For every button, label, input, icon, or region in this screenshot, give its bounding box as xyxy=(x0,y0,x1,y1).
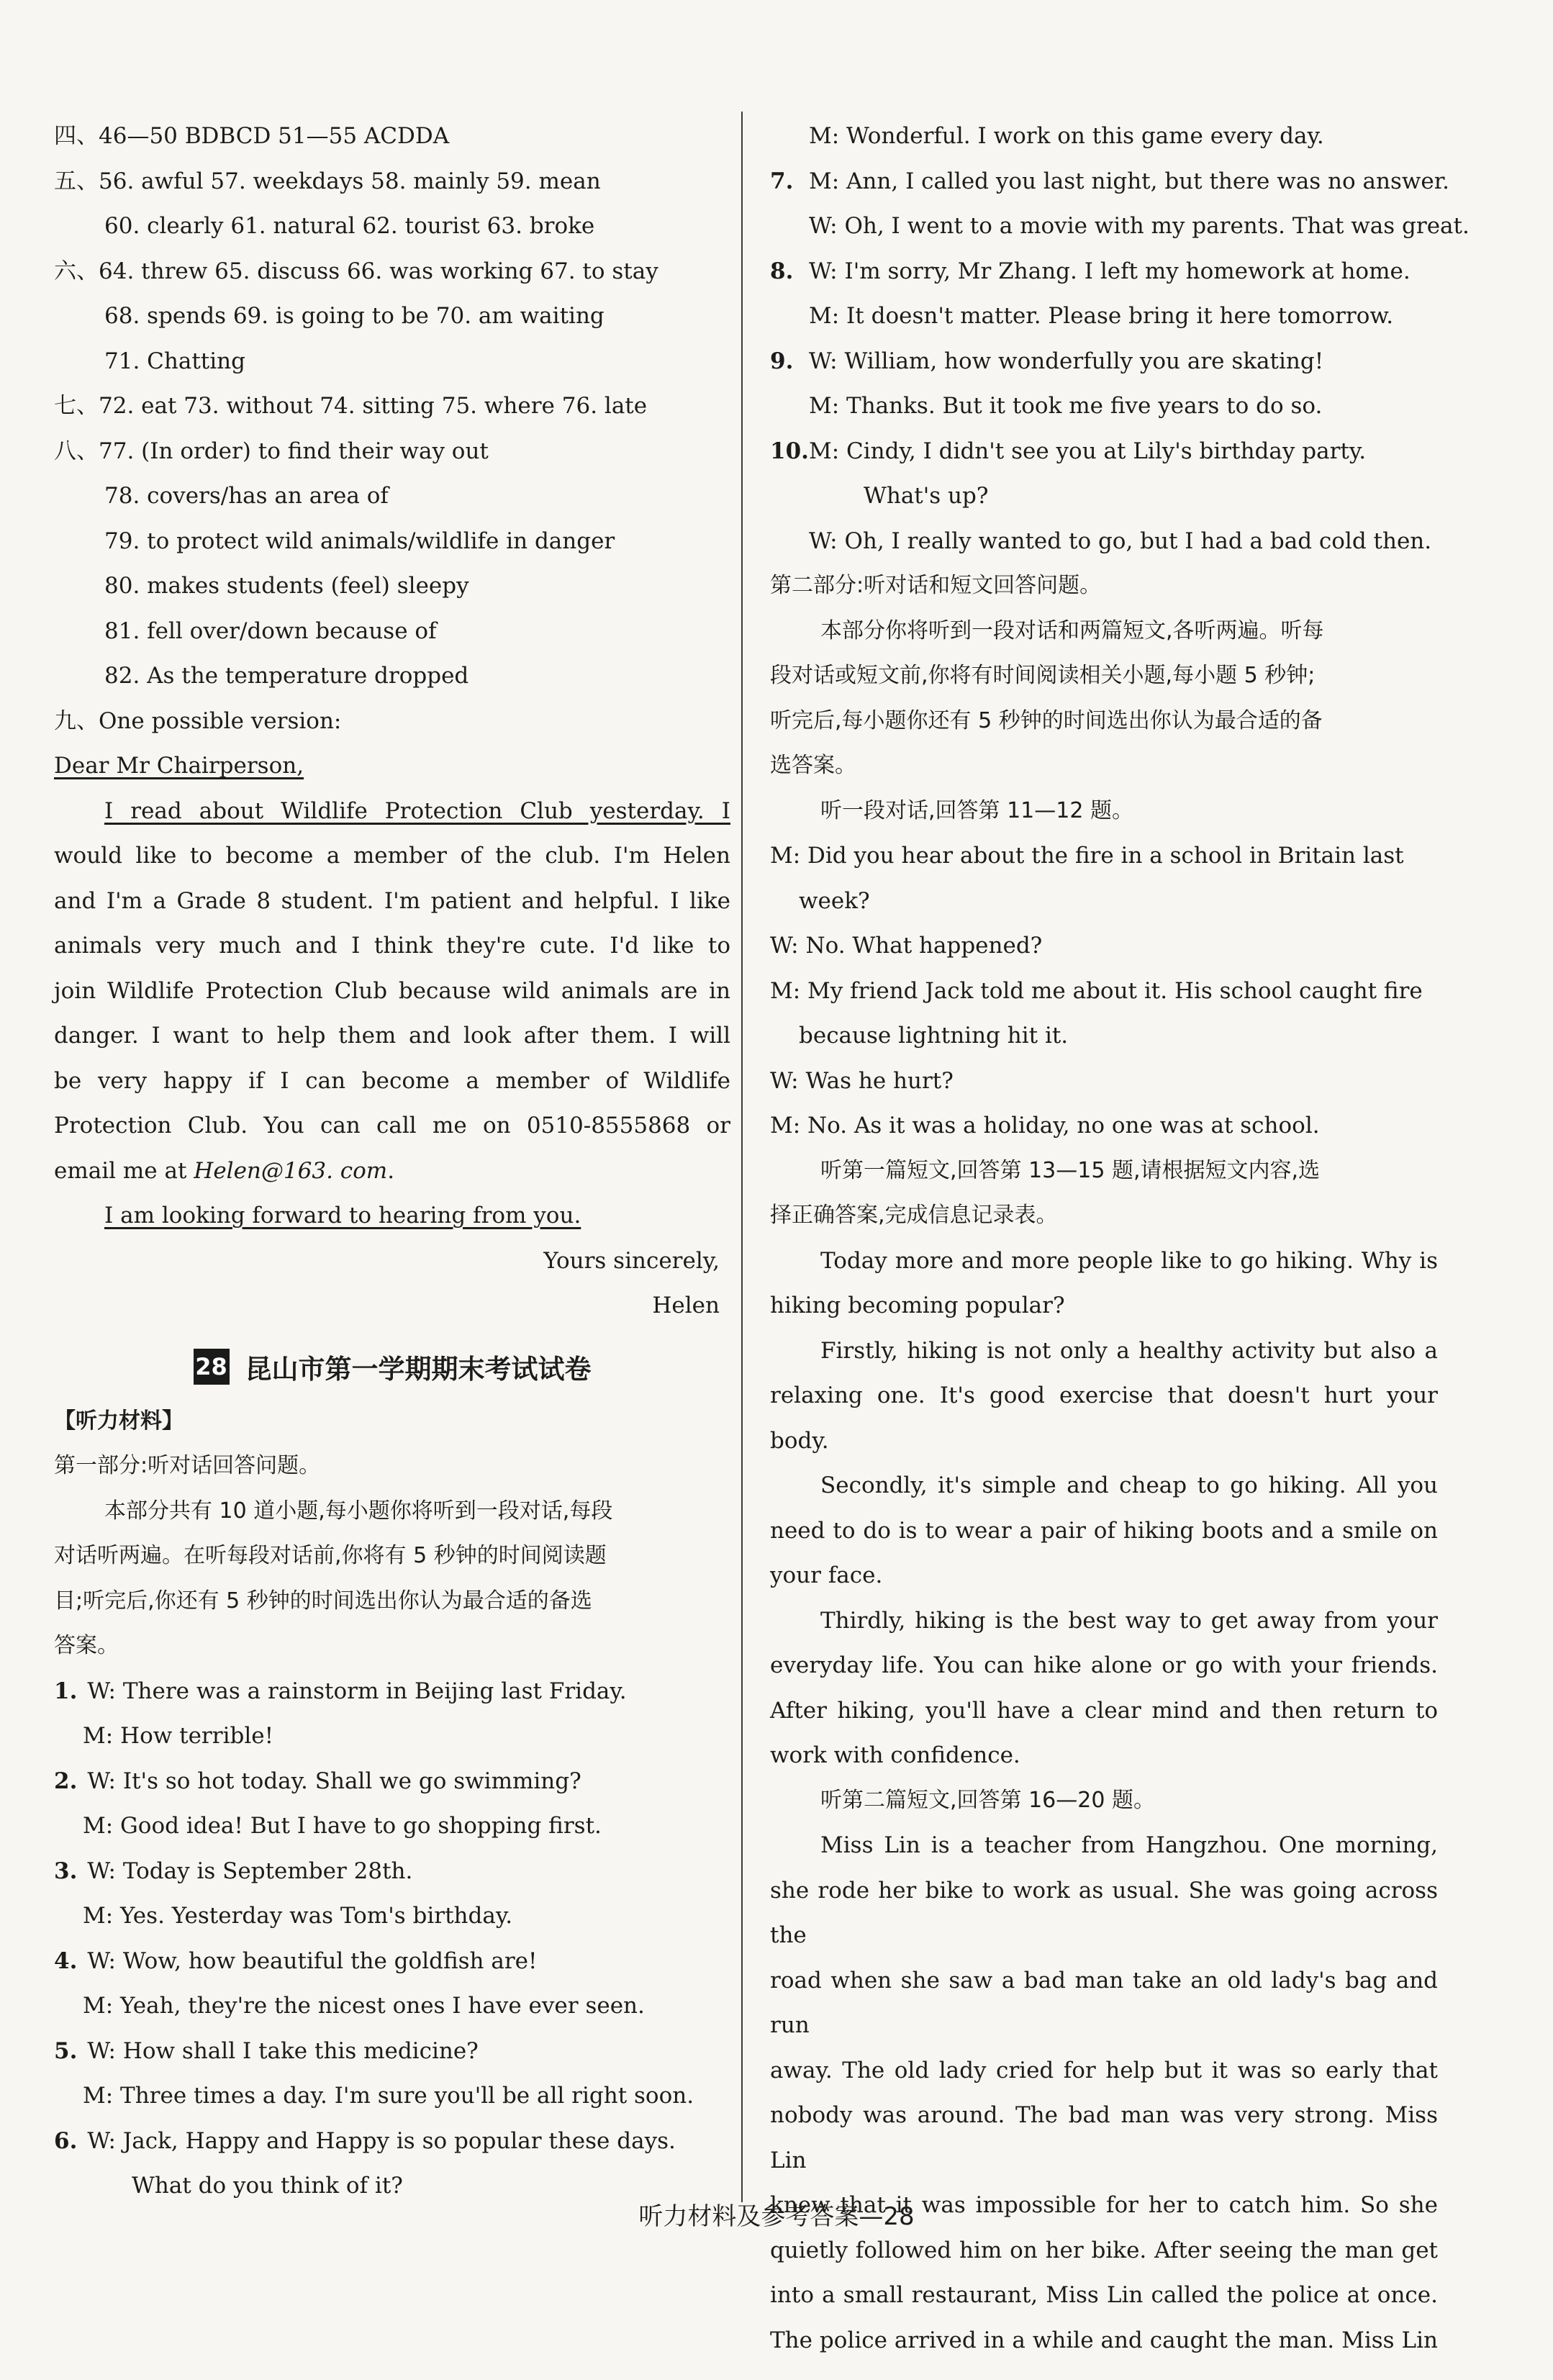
intro-line: 本部分共有 10 道小题,每小题你将听到一段对话,每段 xyxy=(104,1498,613,1524)
intro-line: 对话听两遍。在听每段对话前,你将有 5 秒钟的时间阅读题 xyxy=(54,1543,607,1568)
dialogue-line: 9. W: William, how wonderfully you are skating! xyxy=(770,348,1324,374)
letter-line: Protection Club. You can call me on 0510-8555868 or xyxy=(54,1113,730,1139)
intro-line: 答案。 xyxy=(54,1633,119,1658)
intro-line: 听完后,每小题你还有 5 秒钟的时间选出你认为最合适的备 xyxy=(770,707,1323,733)
part-heading: 第二部分:听对话和短文回答问题。 xyxy=(770,573,1102,598)
passage-line: relaxing one. It's good exercise that doesn't hurt your body. xyxy=(770,1383,1438,1454)
answer-row: 八、77. (In order) to find their way out xyxy=(54,438,489,464)
letter-line: join Wildlife Protection Club because wild animals are in xyxy=(54,977,730,1004)
passage-line: The police arrived in a while and caught the man. Miss Lin xyxy=(770,2327,1438,2353)
passage-line: your face. xyxy=(770,1562,883,1588)
passage-line: nobody was around. The bad man was very strong. Miss Lin xyxy=(770,2102,1438,2173)
dialogue-line: 7. M: Ann, I called you last night, but there was no answer. xyxy=(770,168,1450,194)
dialogue-line: 10.M: Cindy, I didn't see you at Lily's birthday party. xyxy=(770,438,1367,464)
letter-line: would like to become a member of the club. I'm Helen xyxy=(54,843,730,869)
dialogue-line: 4. W: Wow, how beautiful the goldfish are! xyxy=(54,1947,538,1974)
passage-line: everyday life. You can hike alone or go with your friends. xyxy=(770,1652,1438,1678)
passage-line: Today more and more people like to go hiking. Why is xyxy=(820,1247,1438,1274)
passage-line: away. The old lady cried for help but it was so early that xyxy=(770,2057,1438,2083)
dialogue-line: M: It doesn't matter. Please bring it here tomorrow. xyxy=(809,303,1394,329)
dialogue-line: M: Thanks. But it took me five years to do so. xyxy=(809,393,1323,419)
dialogue-line: M: Wonderful. I work on this game every day. xyxy=(809,123,1324,149)
sub-heading: 听第一篇短文,回答第 13—15 题,请根据短文内容,选 xyxy=(820,1157,1321,1183)
answer-row: 七、72. eat 73. without 74. sitting 75. where 76. late xyxy=(54,393,648,419)
sub-heading: 听第二篇短文,回答第 16—20 题。 xyxy=(820,1787,1155,1813)
answer-row: 五、56. awful 57. weekdays 58. mainly 59. mean xyxy=(54,168,601,194)
conversation-line: W: Was he hurt? xyxy=(770,1067,954,1094)
answer-row: 六、64. threw 65. discuss 66. was working 67. to stay xyxy=(54,258,658,284)
sub-heading: 择正确答案,完成信息记录表。 xyxy=(770,1203,1058,1228)
passage-line: work with confidence. xyxy=(770,1742,1020,1768)
dialogue-line: 1. W: There was a rainstorm in Beijing last Friday. xyxy=(54,1678,627,1704)
answer-row: 68. spends 69. is going to be 70. am waiting xyxy=(104,303,605,329)
intro-line: 本部分你将听到一段对话和两篇短文,各听两遍。听每 xyxy=(820,617,1324,643)
column-divider xyxy=(741,112,743,2202)
intro-line: 目;听完后,你还有 5 秒钟的时间选出你认为最合适的备选 xyxy=(54,1588,592,1614)
answer-row: 81. fell over/down because of xyxy=(104,617,437,644)
dialogue-line: 6. W: Jack, Happy and Happy is so popular these days. xyxy=(54,2127,676,2154)
passage-line: Firstly, hiking is not only a healthy activity but also a xyxy=(820,1337,1438,1364)
letter-line: danger. I want to help them and look after them. I will xyxy=(54,1023,730,1049)
passage-line: road when she saw a bad man take an old lady's bag and run xyxy=(770,1967,1438,2038)
dialogue-line: 2. W: It's so hot today. Shall we go swimming? xyxy=(54,1768,581,1794)
conversation-line: M: No. As it was a holiday, no one was at school. xyxy=(770,1113,1320,1139)
letter-closing-line: I am looking forward to hearing from you. xyxy=(104,1203,581,1229)
letter-line: be very happy if I can become a member of Wildlife xyxy=(54,1067,730,1094)
right-column xyxy=(770,114,1470,2363)
answer-row: 60. clearly 61. natural 62. tourist 63. broke xyxy=(104,213,595,239)
sub-heading: 听一段对话,回答第 11—12 题。 xyxy=(820,797,1133,823)
intro-line: 选答案。 xyxy=(770,753,856,778)
dialogue-line: M: Yes. Yesterday was Tom's birthday. xyxy=(83,1903,513,1929)
answer-row: 78. covers/has an area of xyxy=(104,483,389,509)
letter-line: email me at Helen@163. com. xyxy=(54,1157,395,1184)
answer-row: 80. makes students (feel) sleepy xyxy=(104,573,469,599)
passage-line: she rode her bike to work as usual. She was going across the xyxy=(770,1877,1438,1948)
answer-row: 71. Chatting xyxy=(104,348,245,374)
passage-line: Thirdly, hiking is the best way to get away from your xyxy=(820,1607,1438,1634)
exam-title-row xyxy=(54,1334,730,1399)
page-footer: 听力材料及参考答案—28 xyxy=(638,2202,915,2231)
dialogue-line: What do you think of it? xyxy=(132,2173,403,2199)
passage-line: hiking becoming popular? xyxy=(770,1293,1065,1318)
letter-name: Helen xyxy=(652,1293,720,1318)
dialogue-line: M: Three times a day. I'm sure you'll be all right soon. xyxy=(83,2083,694,2109)
passage-line: quietly followed him on her bike. After seeing the man get xyxy=(770,2237,1438,2263)
dialogue-line: M: Yeah, they're the nicest ones I have ever seen. xyxy=(83,1993,645,2019)
passage-line: need to do is to wear a pair of hiking boots and a smile on xyxy=(770,1517,1438,1544)
dialogue-line: 3. W: Today is September 28th. xyxy=(54,1858,413,1884)
intro-line: 段对话或短文前,你将有时间阅读相关小题,每小题 5 秒钟; xyxy=(770,663,1316,688)
dialogue-line: 8. W: I'm sorry, Mr Zhang. I left my homework at home. xyxy=(770,258,1411,284)
exam-title: 昆山市第一学期期末考试试卷 xyxy=(245,1353,592,1385)
answer-row: 九、One possible version: xyxy=(54,707,342,734)
passage-line: knew that it was impossible for her to catch him. So she xyxy=(770,2192,1438,2218)
answer-row: 四、46—50 BDBCD 51—55 ACDDA xyxy=(54,123,450,149)
letter-signoff: Yours sincerely, xyxy=(543,1247,720,1274)
part-heading: 第一部分:听对话回答问题。 xyxy=(54,1453,321,1478)
dialogue-line: W: Oh, I really wanted to go, but I had a bad cold then. xyxy=(809,528,1432,554)
conversation-line: because lightning hit it. xyxy=(799,1023,1069,1049)
passage-line: Miss Lin is a teacher from Hangzhou. One morning, xyxy=(820,1832,1438,1858)
conversation-line: W: No. What happened? xyxy=(770,933,1043,959)
dialogue-line: W: Oh, I went to a movie with my parents. That was great. xyxy=(809,213,1470,239)
passage-line: into a small restaurant, Miss Lin called the police at once. xyxy=(770,2282,1438,2308)
letter-line: I read about Wildlife Protection Club yesterday. I xyxy=(104,797,730,824)
passage-line: Secondly, it's simple and cheap to go hiking. All you xyxy=(820,1472,1438,1498)
dialogue-line: M: Good idea! But I have to go shopping first. xyxy=(83,1813,602,1839)
answer-row: 79. to protect wild animals/wildlife in danger xyxy=(104,528,615,554)
conversation-line: M: My friend Jack told me about it. His school caught fire xyxy=(770,977,1423,1004)
conversation-line: M: Did you hear about the fire in a school in Britain last xyxy=(770,843,1404,869)
passage-line: After hiking, you'll have a clear mind and then return to xyxy=(770,1697,1438,1724)
left-column xyxy=(54,114,730,2209)
section-tag: 【听力材料】 xyxy=(54,1408,184,1434)
dialogue-line: 5. W: How shall I take this medicine? xyxy=(54,2037,479,2064)
exam-number-badge: 28 xyxy=(194,1349,230,1385)
letter-line: and I'm a Grade 8 student. I'm patient and helpful. I like xyxy=(54,887,730,914)
dialogue-line: M: How terrible! xyxy=(83,1723,274,1749)
letter-line: animals very much and I think they're cute. I'd like to xyxy=(54,933,730,959)
conversation-line: week? xyxy=(799,887,870,914)
dialogue-line: What's up? xyxy=(864,483,989,509)
letter-salutation: Dear Mr Chairperson, xyxy=(54,753,304,779)
answer-row: 82. As the temperature dropped xyxy=(104,663,469,689)
